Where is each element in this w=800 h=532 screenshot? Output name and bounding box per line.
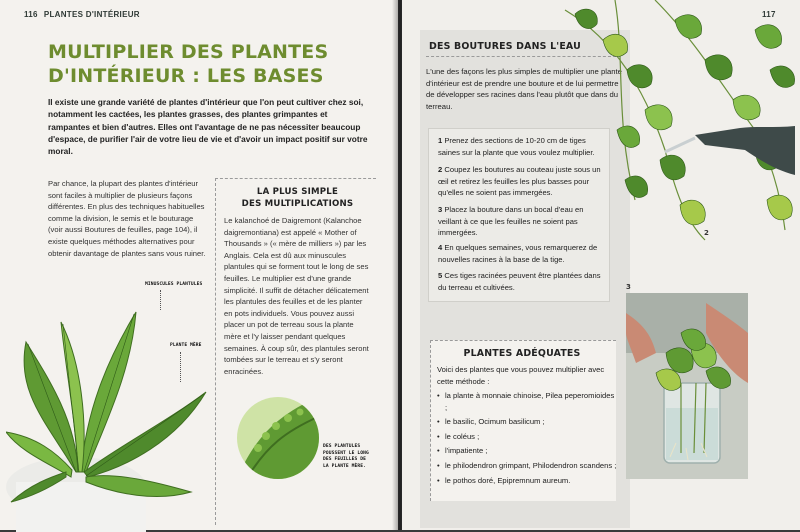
step-5-text: Ces tiges racinées peuvent être plantées dans du terreau et cultivées. [438,271,601,292]
step-4-text: En quelques semaines, vous remarquerez de nouvelles racines à la base de la tige. [438,243,598,264]
sidebar-heading-line-2: DES MULTIPLICATIONS [241,199,354,209]
pothos-vine-image [555,0,800,260]
section-intro: L'une des façons les plus simples de multiplier une plante d'intérieur est de prendre une bouture et de lui permettre de développer ses racines dans l'eau plutôt que dans du terreau. [426,67,622,111]
sidebar-heading [225,186,370,210]
adequate-plants-heading: PLANTES ADÉQUATES [463,348,581,359]
title-line-1: MULTIPLIER DES PLANTES [48,41,329,63]
list-item: • le coléus ; [437,431,617,443]
step-3-number: 3 [438,205,443,214]
step-2-number: 2 [438,165,443,174]
list-item: • la plante à monnaie chinoise, Pilea peperomioides ; [437,390,617,413]
step-5 [438,270,603,293]
section-title: DES BOUTURES DANS L'EAU [429,41,581,52]
mother-pointer [180,352,181,382]
cuttings-in-jar-photo [626,293,748,479]
list-item: • le pothos doré, Epipremnum aureum. [437,475,617,487]
right-page-number: 117 [762,10,776,19]
step-1-text: Prenez des sections de 10-20 cm de tiges saines sur la plante que vous voulez multiplier. [438,136,595,157]
figure-2-label: 2 [704,229,709,237]
plantlets-pointer [160,290,161,310]
step-3-text: Placez la bouture dans un bocal d'eau en veillant à ce que les feuilles ne soient pas immergées. [438,205,584,238]
adequate-plants-list [437,390,617,489]
sidebar-text: Le kalanchoé de Daigremont (Kalanchoe daigremontiana) est appelé « Mother of Thousands » (« mère de milliers ») par les Anglais. Cela est dû aux minuscules plantules qui se forment tout le long de ses feuilles. Le multiplier est d'une grande simplicité. Il suffit de détacher délicatement les plantules des feuilles et de les planter en pots individuels. Vous pouvez aussi placer un pot de terreau sous la plante mère et l'y laisser pendant quelques semaines. À coup sûr, des plantules seront tombées sur le terreau et s'y seront enracinées. [224,216,369,376]
closeup-caption: DES PLANTULES POUSSENT LE LONG DES FEUILLES DE LA PLANTE MÈRE. [323,444,369,469]
plantlets-closeup-image [236,396,320,480]
left-running-title: PLANTES D'INTÉRIEUR [43,10,140,19]
body-paragraph: Par chance, la plupart des plantes d'intérieur sont faciles à multiplier de plusieurs façons différentes. En plus des techniques habituelles comme la division, le semis et le bouturage (voir aussi Boutures de feuilles, page 104), il existe quelques méthodes alternatives pour obtenir davantage de plantes sans vous ruiner. [48,179,206,258]
sidebar-heading-line-1: LA PLUS SIMPLE [256,187,339,197]
plantlets-caption: MINUSCULES PLANTULES [145,282,203,287]
figure-3-label: 3 [626,283,631,291]
list-item: • le philodendron grimpant, Philodendron scandens ; [437,460,617,472]
left-page-number: 116 [24,10,38,19]
left-running-head [24,10,140,19]
step-2-text: Coupez les boutures au couteau juste sous un œil et retirez les feuilles les plus basses pour qu'elles ne soient pas immergées. [438,165,601,198]
list-item: • le basilic, Ocimum basilicum ; [437,416,617,428]
kalanchoe-plant-image [6,272,211,532]
step-1-number: 1 [438,136,443,145]
title-line-2: D'INTÉRIEUR : LES BASES [48,65,324,87]
page-title [48,40,348,88]
step-4-number: 4 [438,243,443,252]
step-5-number: 5 [438,271,443,280]
adequate-plants-intro: Voici des plantes que vous pouvez multiplier avec cette méthode : [437,365,605,386]
intro-paragraph: Il existe une grande variété de plantes d'intérieur que l'on peut cultiver chez soi, notamment les cactées, les plantes grasses, des plantes grimpantes et rampantes et bien d'autres. Elles ont l'avantage de ne pas nécessiter beaucoup d'espace, de purifier l'air de votre lieu de vie et d'avoir un impact positif sur votre moral. [48,97,368,157]
mother-caption: PLANTE MÈRE [170,343,202,348]
list-item: • l'impatiente ; [437,445,617,457]
